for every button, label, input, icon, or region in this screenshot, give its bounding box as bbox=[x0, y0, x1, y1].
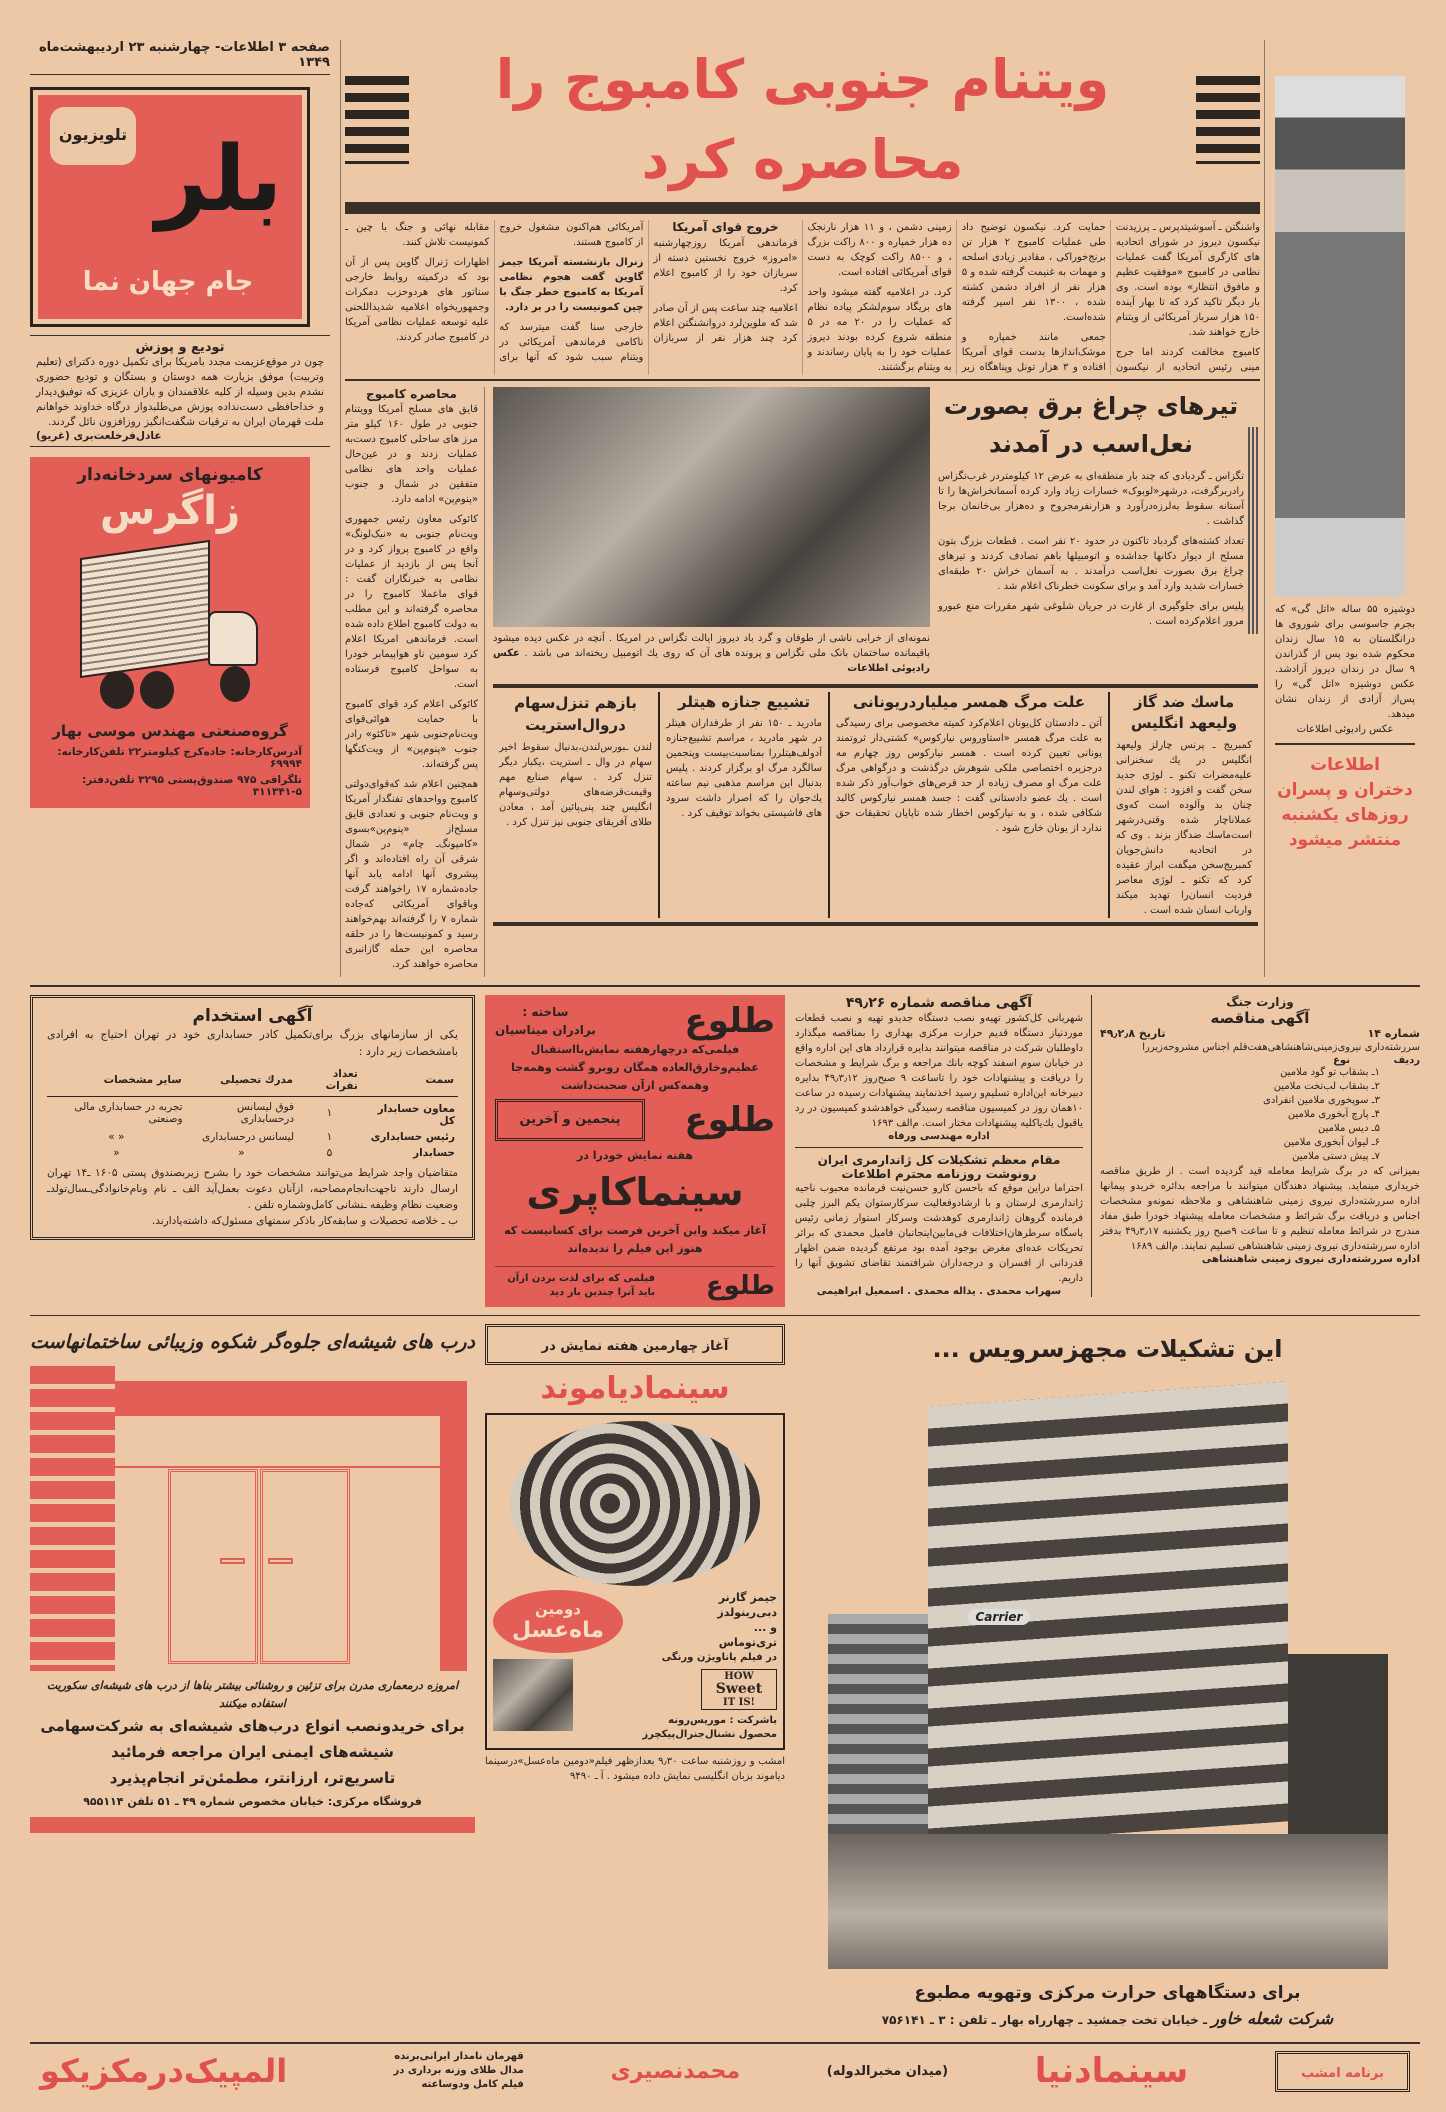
tornado-story bbox=[938, 387, 1258, 634]
tv-ad bbox=[30, 87, 310, 327]
col-degree: مدرك تحصیلی bbox=[186, 1064, 297, 1097]
poster-bubble bbox=[493, 1590, 623, 1653]
tornado-text bbox=[938, 469, 1244, 629]
top-section bbox=[30, 40, 1420, 977]
tolou-title-1: طلوع bbox=[684, 1001, 775, 1041]
truck-company: گروه‌صنعتی مهندس موسی بهار bbox=[52, 722, 288, 740]
carrier-sign: Carrier bbox=[968, 1609, 1031, 1625]
list-item: ۶ـ لیوان آبخوری ملامین bbox=[1283, 1137, 1380, 1148]
truck-address: آدرس‌کارخانه: جاده‌کرج کیلومتر۲۲ تلفن‌کارخانه: ۶۹۹۹۴ bbox=[57, 746, 302, 770]
poster-title-1: دومین bbox=[535, 1600, 581, 1618]
tender-col-row: ردیف bbox=[1393, 1055, 1420, 1066]
list-item: ۳ـ سوپخوری ملامین انفرادی bbox=[1263, 1095, 1380, 1106]
truck-contact: تلگرافی ۹۷۵ صندوق‌پستی ۳۲۹۵ تلفن‌دفتر: ۵-۳۱۱۳۴۱ bbox=[82, 774, 302, 798]
tornado-photo-credit: عکس رادیوئی اطلاعات bbox=[493, 648, 930, 674]
glass-door-ad bbox=[30, 1324, 475, 1833]
truck-tagline: کامیونهای سردخانه‌دار bbox=[77, 465, 263, 485]
cell: ۵ bbox=[326, 1147, 333, 1159]
farewell-text: چون در موقع‌عزیمت مجدد بامریکا برای تکمیل دوره دکترای (تعلیم وتربیت) موفق بزیارت همه دوستان و بستگان و تودیع حضوری نشدم بدین وسیله از کلیه علاقمندان و یاران عزیزی که توفیق‌دیدار و خداحافظی دست‌نداده پوزش می‌طلبدواز درگاه خداوند خواهانم ملت قهرمان ایران به ترقیات شگفت‌انگیز روزافزون نائل گردند. bbox=[36, 356, 324, 428]
tender-signature: اداره سررشته‌داری نیروی زمینی شاهنشاهی bbox=[1201, 1254, 1420, 1265]
tolou-ad bbox=[485, 995, 785, 1307]
glass-door-address: فروشگاه مرکزی: خیابان مخصوص شماره ۴۹ ـ ۵۱ تلفن ۹۵۵۱۱۴ bbox=[83, 1795, 422, 1808]
short-stories-row bbox=[493, 692, 1258, 918]
showtimes-text: امشب و روزشنبه ساعت ۹٫۳۰ بعدازظهر فیلم«دومین ماه‌عسل»درسینما دیاموند بزبان انگلیسی نمایش داده میشود . bbox=[485, 1756, 785, 1782]
spy-photo bbox=[1275, 76, 1405, 596]
siege-p4: همچنین اعلام شد که‌قوای‌دولتی کامبوج وواحدهای تفنگدار آمریکا و ویت‌نام جنوبی و تعدادی قایق مسلح‌از «پنوم‌پن»بسوی «کامپونگ‌ـ چام» در شمال شرقی آن راه افتاده‌اند و اگر پیشروی آنها ادامه یابد آنها جاده‌شماره ۱۷ راخواهند گرفت وباقوای آمریکائی که‌جاده شماره ۷ را گرفته‌اند بهم‌خواهند رسید و کمونیست‌ها را در حلقه محاصره این حمله گازانبری محاصره خواهند کرد. bbox=[345, 779, 478, 970]
story-gasmask-title: ماسك ضد گاز ولیعهد انگلیس bbox=[1130, 693, 1238, 732]
list-item: ۴ـ پارچ آبخوری ملامین bbox=[1287, 1109, 1380, 1120]
tolou-badge: پنجمین و آخرین bbox=[495, 1099, 645, 1141]
weekly-notice-1: اطلاعات bbox=[1310, 755, 1380, 775]
cell: رئیس حسابداری bbox=[370, 1131, 455, 1143]
diamond-cinema-ad bbox=[485, 1324, 785, 1784]
spy-caption-text: دوشیزه ۵۵ ساله «اتل گی» که بجرم جاسوسی برای شوروی ها درانگلستان به ۱۵ سال زندان محکوم شده بود پس از گذراندن ۹ سال در زندان دیروز آزادشد. عکس دوشیزه «اتل گی» را پس‌از آزادی از زندان نشان میدهد. bbox=[1275, 604, 1415, 720]
lead-col-4: کرد. در اعلامیه گفته میشود واحد های بریگاد سوم‌لشکر پیاده نظام که عملیات را در ۲۰ مه در ۵ منطقه شروع کرده بودند دیروز عملیات خود را به پایان رساندند و به ویتنام برگشتند. bbox=[807, 287, 952, 373]
col-position: سمت bbox=[362, 1064, 458, 1097]
service-headline: این تشکیلات مجهزسرویس ... bbox=[932, 1335, 1283, 1363]
spy-credit: عکس رادیوئی اطلاعات bbox=[1296, 724, 1394, 735]
siege-p2: کائوکی معاون رئیس جمهوری ویت‌نام جنوبی به «نیک‌لونگ» واقع در کامبوج پرواز کرد و در آنجا پس از بازدید از عملیات نظامی به خبرنگاران گفت : قوای ماعملا کامبوج را در محاصره گرفته‌اند و این مطلب به دولت کامبوج اطلاع داده شده است. فرماندهی امریکا اعلام کرد سومین ناو هواپیمابر خودرا به سواحل کامبوج فرستاده است. bbox=[345, 514, 478, 690]
center-area bbox=[493, 387, 1258, 926]
tornado-photo bbox=[493, 387, 930, 627]
col-other: سایر مشخصات bbox=[47, 1064, 186, 1097]
cast-name: و ... bbox=[753, 1621, 777, 1634]
lead-columns bbox=[345, 220, 1260, 375]
service-line1: برای دستگاههای حرارت مرکزی وتهویه مطبوع bbox=[914, 1983, 1301, 2003]
story-gasmask bbox=[1108, 692, 1258, 918]
diamond-showtimes bbox=[485, 1754, 785, 1784]
glass-door-bottom-bar bbox=[30, 1817, 475, 1833]
tolou-footer bbox=[495, 1266, 775, 1301]
service-ad bbox=[795, 1324, 1420, 2032]
poster-title-2: ماه‌عسل bbox=[512, 1618, 604, 1643]
middle-section bbox=[30, 995, 1420, 1307]
footer-location: (میدان مخبرالدوله) bbox=[826, 2063, 949, 2079]
main-block bbox=[340, 40, 1265, 977]
headline-stripes-right bbox=[1196, 76, 1260, 164]
weekly-notice bbox=[1275, 753, 1415, 853]
employment-item-b: ب ـ خلاصه تحصیلات و سابقه‌کار باذکر سمتهای مسئول‌که داشته‌یادارند. bbox=[151, 1215, 458, 1227]
footer-star: محمدنصیری bbox=[610, 2058, 741, 2084]
tolou-week-text: هفته نمایش خودرا در bbox=[576, 1149, 694, 1162]
tender-intro: سررشته‌داری نیروی‌زمینی‌شاهنشاهی‌هفت‌قلم اجناس مشروحه‌زیررا bbox=[1142, 1042, 1420, 1053]
gendarmerie-title-2: رونوشت روزنامه محترم اطلاعات bbox=[841, 1167, 1037, 1181]
tender-col-type: نوع bbox=[1333, 1055, 1350, 1066]
farewell-notice bbox=[30, 335, 330, 447]
glass-door-headline: درب های شیشه‌ای جلوه‌گر شکوه وزیبائی ساختمانهاست bbox=[29, 1331, 475, 1353]
war-ministry-tender bbox=[1100, 995, 1420, 1297]
farewell-signature: عادل‌فرخلعت‌بری (غریو) bbox=[36, 430, 162, 442]
footer-blurb: قهرمان نامدار ایرانی‌برنده مدال طلای وزنه برداری در فیلم کامل ودوساعته bbox=[393, 2051, 524, 2090]
lead-col-2: کامبوج مخالفت کردند اما جرج مینی رئیس اتحادیه از نیکسون حمایت کرد. نیکسون توضیح داد طی عملیات کامبوج ۲ هزار تن برنج‌خوراکی ، مقادیر زیادی اسلحه و مهمات به غنیمت گرفته شده و ۵ هزار نفر از افراد دشمن کشته شده ، ۱۳۰۰ نفر اسیر گرفته شده‌است. bbox=[961, 222, 1260, 373]
story-hitler-title: تشییع جنازه هیتلر bbox=[678, 693, 810, 711]
list-item: ۲ـ بشقاب لب‌تخت ملامین bbox=[1273, 1081, 1380, 1092]
tolou-title-2: طلوع bbox=[684, 1100, 775, 1140]
story-gasmask-text: کمبریج ـ پرنس چارلز ولیعهد انگلیس در یك سخنرانی علیه‌مضرات تکنو ـ لوژی جدید سخن گفت و افزود : هوای لندن چنان بد وآلوده است که‌وی عملاناچار شده وقتی‌درشهر است‌ماسك ضدگاز بزند . وی که در اتحادیه دانش‌جویان کمبریج‌سخن میگفت ابراز عقیده کرد که تکنو ـ لوژی معاصر فردیت انسان‌را تهدید میکند وارباب انسان شده است . bbox=[1116, 740, 1252, 916]
siege-subhead: محاصره کامبوج bbox=[366, 387, 457, 401]
tender-text: بمیزانی که در برگ شرایط معامله قید گردیده است . از طریق مناقصه خریداری مینماید. پیشنهاد دهندگان میتوانند با مراجعه بدائره خریدو پیمانها اداره سررشته‌داری نیروی زمینی شاهنشاهی و ملاحظه نمونه‌و مشخصات اجناس و دریافت برگ شرائط و مشخصات معامله پیشنهاد خودرا طبق مفاد مندرج در شرائط معامله تنظیم و تا ساعت ۹صبح روز یکشنبه ۴۹٫۳٫۱۷ بدفتر اداره سررشته‌داری نیروی زمینی شاهنشاهی تسلیم نمایند. م‌الف ۱۶۸۹ bbox=[1100, 1166, 1420, 1252]
employment-title: آگهی استخدام bbox=[192, 1006, 313, 1026]
page-info: صفحه ۳ اطلاعات- چهارشنبه ۲۳ اردیبهشت‌ماه ۱۳۴۹ bbox=[30, 40, 330, 75]
lower-section bbox=[30, 1324, 1420, 2032]
table-row bbox=[47, 1145, 458, 1161]
right-column bbox=[1275, 40, 1415, 853]
story-stocks-title: بازهم تنزل‌سهام دروال‌استریت bbox=[514, 694, 637, 734]
lead-col-1: واشنگتن ـ آسوشیتدپرس ـ پرزیدنت نیکسون دیروز در شورای اتحادیه های کارگری آمریکا گفت عملیات نظامی در کامبوج «موفقیت عظیم و مافوق انتظار» بوده است. وی بار دیگر تاکید کرد که تا بهار آینده ۱۵۰ هزار سرباز آمریکائی از ویتنام خارج خواهند شد. bbox=[1115, 222, 1260, 338]
service-company: شرکت شعله خاور bbox=[1211, 2009, 1334, 2028]
employment-table-header bbox=[47, 1064, 458, 1097]
cell: ۱ bbox=[326, 1131, 333, 1143]
tornado-headline-1: تیرهای چراغ برق بصورت bbox=[943, 392, 1239, 420]
tornado-row bbox=[493, 387, 1258, 676]
tornado-caption-text: نمونه‌ای از خرابی ناشی از طوفان و گرد باد دیروز ایالت تگزاس در امریکا . آنچه در عکس دیده میشود باقیمانده ساختمان بانک ملی تگزاس و پرونده های آن که روی یك اتومبیل ریخته‌اند می باشد . bbox=[493, 633, 930, 659]
tolou-title-3: طلوع bbox=[705, 1271, 775, 1301]
cast-name: تری‌توماس bbox=[718, 1636, 777, 1649]
diamond-poster bbox=[485, 1413, 785, 1750]
gendarmerie-text: احتراما دراین موقع که باحسن کارو حسن‌نیت فرمانده محبوب ناحیه ژاندارمری لرستان و با ارشادوفعالیت سرکارستوان یکم البرز چلبی فرمانده گروهان ژاندارمری کوهدشت وسرکار استوار زمانی رئیس پاسگاه سرطرهان‌اختلافات فی‌مابین‌اینجانبان فامیل محمدی که براثر تحریکات عده‌ای مغرض بوجود آمده بود مرتفع گردیده ضمن اظهار قدردانی از افسران و درجه‌داران شرافتمند تقاضای تشویق آنها را داریم. bbox=[795, 1183, 1083, 1284]
story-stocks bbox=[493, 692, 658, 918]
cell: معاون حسابدار کل bbox=[377, 1103, 455, 1127]
poster-english-title bbox=[701, 1669, 777, 1710]
siege-p3: کائوکی اعلام کرد قوای کامبوج با حمایت هوائی‌قوای ویت‌نام‌جنوبی شهر «تاکئو» رادر جنوب «پنوم‌پن» از ویت‌کنگها پس گرفته‌اند. bbox=[345, 699, 478, 770]
poster-studio: محصول نشنال‌جنرال‌پیکچرز bbox=[642, 1729, 777, 1740]
tornado-headline bbox=[938, 387, 1244, 463]
story-hitler bbox=[658, 692, 828, 918]
employment-ad bbox=[30, 995, 475, 1240]
table-row bbox=[47, 1129, 458, 1145]
list-item: ۷ـ پیش دستی ملامین bbox=[1292, 1151, 1380, 1162]
cell: « bbox=[113, 1147, 120, 1159]
story-greek-title: علت مرگ همسر میلیاردریونانی bbox=[852, 693, 1086, 711]
table-row bbox=[47, 1097, 458, 1130]
tender-date: تاریخ ۴۹٫۲٫۸ bbox=[1100, 1027, 1166, 1040]
tv-brand-logo: بلر bbox=[155, 127, 283, 232]
tolou-blurb: فیلمی‌که درچهارهفته نمایش‌بااستقبال عظیم‌وخارق‌العاده همگان روبرو گشت وهمه‌جا وهمه‌کس ازآن صحبت‌داشت bbox=[511, 1043, 759, 1092]
story-greek-text: آتن ـ دادستان کل‌یونان اعلام‌کرد کمیته مخصوصی برای رسیدگی به علت مرگ همسر «استاوروس نیارکوس» کشتی‌دار ثروتمند یونانی تعیین کرده است . همسر نیارکوس روز چهارم مه درجزیره اختصاصی ملکی شوهرش درگذشت و درگواهی مرگ علت مرگ او مصرف زیاده از حد قرص‌های خواب‌آور ذکر شده است . یك عضو دادستانی گفت : جسد همسر نیارکوس کالبد شکافی شده ، و به نیارکوس اخطار شده تاپایان تحقیقات حق ندارد از یونان خارج شود . bbox=[836, 718, 1102, 834]
cell: تجربه در حسابداری مالی وصنعتی bbox=[74, 1101, 183, 1125]
tolou-made-by-label: ساخته : bbox=[522, 1005, 569, 1019]
tolou-footer-text: فیلمی که برای لذت بردن ازآن باید آنرا چندین بار دید bbox=[507, 1273, 655, 1298]
poster-with: باشرکت : موریس‌رونه bbox=[668, 1715, 777, 1726]
poster-format: در فیلم پاناویژن ورنگی bbox=[661, 1652, 777, 1663]
cell: فوق لیسانس درحسابداری bbox=[236, 1101, 295, 1125]
poster-photo bbox=[510, 1421, 760, 1586]
story-stocks-text: لندن ـبورس‌لندن،بدنبال سقوط اخیر سهام در وال ـ استریت ،یکبار دیگر تنزل کرد . سهام صنایع مهم وقیمت‌قرضه‌های دولتی‌وسهام انگلیس چند پنی‌پائین آمد ، معادن طلای آفریقای جنوبی نیز تنزل کرد . bbox=[499, 742, 652, 828]
truck-brand: زاگرس bbox=[99, 488, 241, 534]
tornado-p3: پلیس برای جلوگیری از غارت در جریان شلوغی شهر مقررات منع عبورو مرور اعلام‌کرده است . bbox=[938, 601, 1244, 627]
tornado-p1: تگزاس ـ گردبادی که چند بار منطقه‌ای به عرض ۱۲ کیلومتردر غرب‌تگزاس رادربرگرفت، درشهر«لوبوک» خسارات زیاد وارد کرده آسمانخراش‌ها را تا آستانه سقوط به‌لرزه‌درآورد و هزارنفرمجروح و ده‌هزار بی‌خانمان برجا گذاشت . bbox=[938, 471, 1244, 527]
tolou-cinema: سینماکاپری bbox=[526, 1170, 744, 1214]
employment-intro: یکی از سازمانهای بزرگ برای‌تکمیل کادر حسابداری خود در تهران احتیاج به افرادی بامشخصات زیر دارد : bbox=[47, 1028, 458, 1058]
glass-door-line4: تاسریع‌تر، ارزانتر، مطمئن‌تر انجام‌پذیرد bbox=[109, 1769, 396, 1787]
diamond-week-banner bbox=[485, 1324, 785, 1365]
gendarmerie-signature: سهراب محمدی . یداله محمدی . اسمعیل ابراهیمی bbox=[816, 1286, 1062, 1297]
tv-slogan: جام جهان نما bbox=[82, 267, 254, 297]
siege-p1: قایق های مسلح آمریکا وویتنام جنوبی در طول ۱۶۰ کیلو متر مرز های ساحلی کامبوج دست‌به عملیات زدند و در عین‌حال عملیات واحد های نظامی متفقین در شمال و جنوب «پنوم‌پن» ادامه دارد. bbox=[345, 404, 478, 505]
english-title-line: HOW bbox=[724, 1671, 754, 1682]
gendarmerie-notice bbox=[795, 1153, 1083, 1297]
weekly-notice-3: روزهای یکشنبه bbox=[1281, 805, 1409, 825]
tv-label: تلویزیون bbox=[58, 125, 128, 144]
glass-door-line3: شیشه‌های ایمنی ایران مراجعه فرمائید bbox=[111, 1743, 394, 1761]
tender-4926-text: شهربانی کل‌کشور تهیه‌و نصب دستگاه جدیدو تهیه و نصب قطعات موردنیاز دستگاه قدیم حرارت مرکزی بهداری را بمناقصه میگذارد داوطلبان شرکت در مناقصه میتوانند بدایره قرارداد های این اداره واقع در خیابان سوم اسفند کوچه بانك مراجعه و برگ شرایط و مشخصات را دریافت و پیشنهادات خود را تاساعت ۹ صبح‌روز ۴۹٫۳٫۱۲ بدایره دبیرخانه این‌اداره تسلیم‌و رسید اخذنمایند پیشنهادات رسیده در ساعت ۱۰همان روز در کمیسیون مناقصه رسیدگی خواهدشدو کمیسیون در رد یاقبول یك‌یاکلیه پیشنهادات مختار است. م‌الف ۱۶۹۳ bbox=[795, 1013, 1084, 1129]
tender-number: شماره ۱۴ bbox=[1367, 1027, 1420, 1040]
spy-caption bbox=[1275, 602, 1415, 737]
tender-4926-signature: اداره مهندسی ورفاه bbox=[888, 1131, 990, 1142]
lead-col-6: خارجی سنا گفت میترسد که ناکامی فرماندهی آمریکائی در ویتنام سبب شود که آنها برای مقابله نهائی و جنگ با چین ـ کمونیست تلاش کنند. bbox=[345, 222, 644, 363]
employment-body: متقاضیان واجد شرایط می‌توانند مشخصات خود را بشرح زیربصندوق پستی ۱۶۰۵ ـ۱۴ تهران ارسال دارند تاجهت‌انجام‌مصاحبه، ازآنان دعوت بعمل‌آید الف ـ نام ونام‌خانوادگی‌ـسال‌تولدـ وضعیت نظام وظیفه ـنشانی کامل‌وشماره تلفن . bbox=[47, 1167, 458, 1211]
service-building-photo bbox=[828, 1384, 1388, 1969]
truck-ad bbox=[30, 457, 310, 808]
tender-ministry: وزارت جنگ bbox=[1226, 995, 1294, 1009]
tender-title: آگهی مناقصه bbox=[1210, 1009, 1310, 1027]
farewell-title: تودیع و پوزش bbox=[135, 340, 225, 355]
footer-cinema: سینمادنیا bbox=[1034, 2051, 1189, 2091]
withdrawal-text: فرماندهی آمریکا روزچهارشنبه «امروز» خروج نخستین دسته از سربازان خود را از کامبوج اعلام کرد. bbox=[653, 238, 798, 294]
gendarmerie-title-1: مقام معظم تشکیلات کل ژاندارمری ایران bbox=[817, 1153, 1061, 1167]
story-hitler-text: مادرید ـ ۱۵۰ نفر از طرفداران هیتلر در شهر مادرید ، مراسم تشییع‌جنازه آدولف‌هیتلررا بمناسبت‌بیست وپنجمین سالگرد مرگ او برگزار کردند . پلیس بدنبال این مراسم مذهبی نیم ساعته یك‌جوان را که اصرار داشت سرود های فاشیستی بخواند توقیف کرد . bbox=[666, 718, 822, 819]
lead-col-3: جمعی مانند خمپاره و موشک‌اندازها بدست قوای آمریکا افتاده و ۳ هزار تونل وپناهگاه زیر زمینی دشمن ، و ۱۱ هزار نارنجک ده هزار خمپاره و ۸۰۰ راکت بزرگ ، و ۸۵۰۰ راکت کوچک به دست قوای آمریکائی افتاده است. bbox=[807, 222, 1106, 373]
tender-4926-title: آگهی مناقصه شماره ۴۹٫۲۶ bbox=[845, 995, 1033, 1011]
program-label-box bbox=[1275, 2051, 1410, 2092]
program-label: برنامه امشب bbox=[1301, 2065, 1384, 2081]
lead-col-5: اعلامیه چند ساعت پس از آن صادر شد که ملوین‌لرد دروانشنگتن اعلام کرد چند هزار نفر از سربازان آمریکائی هم‌اکنون مشغول خروج از کامبوج هستند. bbox=[499, 222, 798, 344]
poster-portrait bbox=[493, 1659, 573, 1731]
english-title-line: IT IS! bbox=[723, 1697, 755, 1708]
glass-door-illustration bbox=[30, 1366, 467, 1671]
headline-area bbox=[345, 40, 1260, 200]
ad-ref: آ ـ ۹۴۹۰ bbox=[570, 1771, 604, 1782]
cell: « bbox=[238, 1147, 245, 1159]
tolou-starts: آغاز میکند واین آخرین فرصت برای کسانیست که هنوز این فیلم را ندیده‌اند bbox=[504, 1224, 766, 1255]
cell: « » bbox=[108, 1131, 125, 1143]
tornado-headline-2: نعل‌اسب در آمدند bbox=[989, 430, 1193, 458]
truck-illustration bbox=[70, 541, 270, 716]
english-title-line: Sweet bbox=[715, 1681, 763, 1697]
footer-event: المپیک‌درمکزیکو bbox=[40, 2052, 288, 2090]
tender-items bbox=[1100, 1066, 1420, 1164]
tenders-area bbox=[795, 995, 1420, 1297]
tornado-border bbox=[1248, 427, 1258, 634]
lower-main bbox=[345, 387, 1260, 977]
glass-door-line1: امروزه درمعماری مدرن برای تزئین و روشنائی بیشتر بناها از درب های شیشه‌ای سکوریت استفاده میکنند bbox=[46, 1679, 459, 1710]
cell: ۱ bbox=[326, 1107, 333, 1119]
employment-table bbox=[47, 1064, 458, 1161]
main-headline: ویتنام جنوبی کامبوج را محاصره کرد bbox=[495, 48, 1110, 191]
cell: لیسانس درحسابداری bbox=[202, 1131, 295, 1143]
diamond-week-text: آغاز چهارمین هفته نمایش در bbox=[541, 1339, 729, 1354]
list-item: ۱ـ بشقاب تو گود ملامین bbox=[1280, 1067, 1380, 1078]
headline-stripes-left bbox=[345, 76, 409, 164]
footer bbox=[30, 2050, 1420, 2092]
tornado-p2: تعداد کشته‌های گردباد تاکنون در حدود ۲۰ نفر است . قطعات بزرگ بتون مسلح از دیوار دکانها جداشده و اتومبیلها باهم تصادف کردند و تیرهای چراغ برق بصورت نعل‌اسب درآمدند . به آسمان خراش ۲۰ طبقه‌ای خسارات شدید وارد آمد و برای سکونت خطرناک اعلام شد . bbox=[938, 536, 1244, 592]
cast-name: جیمز گارنر bbox=[718, 1591, 777, 1604]
service-contact: ـ خیابان تخت جمشید ـ چهارراه بهار ـ تلفن : ۳ ـ ۷۵۶۱۴۱ bbox=[881, 2013, 1208, 2027]
diamond-cinema-name: سینمادیاموند bbox=[540, 1371, 730, 1406]
weekly-notice-2: دختران و پسران bbox=[1277, 780, 1413, 800]
cell: حسابدار bbox=[413, 1147, 455, 1159]
subhead-withdrawal: خروج قوای آمریکا bbox=[672, 220, 779, 234]
weekly-notice-4: منتشر میشود bbox=[1288, 830, 1402, 850]
tender-4926 bbox=[795, 995, 1083, 1142]
left-column bbox=[30, 40, 330, 808]
gavin-text: اظهارات ژنرال گاوین پس از آن بود که درکمیته روابط خارجی سناتور های هردوحزب دمکرات وجمهوریخواه اعلامیه شدیداللحنی علیه توسعه عملیات نظامی آمریکا در کامبوج صادر کردند. bbox=[345, 257, 490, 343]
list-item: ۵ـ دیس ملامین bbox=[1318, 1123, 1380, 1134]
subhead-gavin: زنرال بازنشسته آمریکا جیمز گاوین گفت هجوم نظامی آمریکا به کامبوج خطر جنگ با چین کمونیست را در بر دارد. bbox=[499, 257, 644, 313]
glass-door-line2: برای خریدونصب انواع درب‌های شیشه‌ای به شرکت‌سهامی bbox=[40, 1717, 465, 1735]
story-greek bbox=[828, 692, 1108, 918]
tolou-made-by: برادران میناسیان bbox=[495, 1023, 596, 1037]
tornado-caption bbox=[493, 631, 930, 676]
col-count: تعداد نفرات bbox=[297, 1064, 362, 1097]
siege-column bbox=[345, 387, 485, 977]
cast-name: دبی‌رینولدز bbox=[717, 1606, 777, 1619]
poster-cast bbox=[629, 1590, 777, 1665]
